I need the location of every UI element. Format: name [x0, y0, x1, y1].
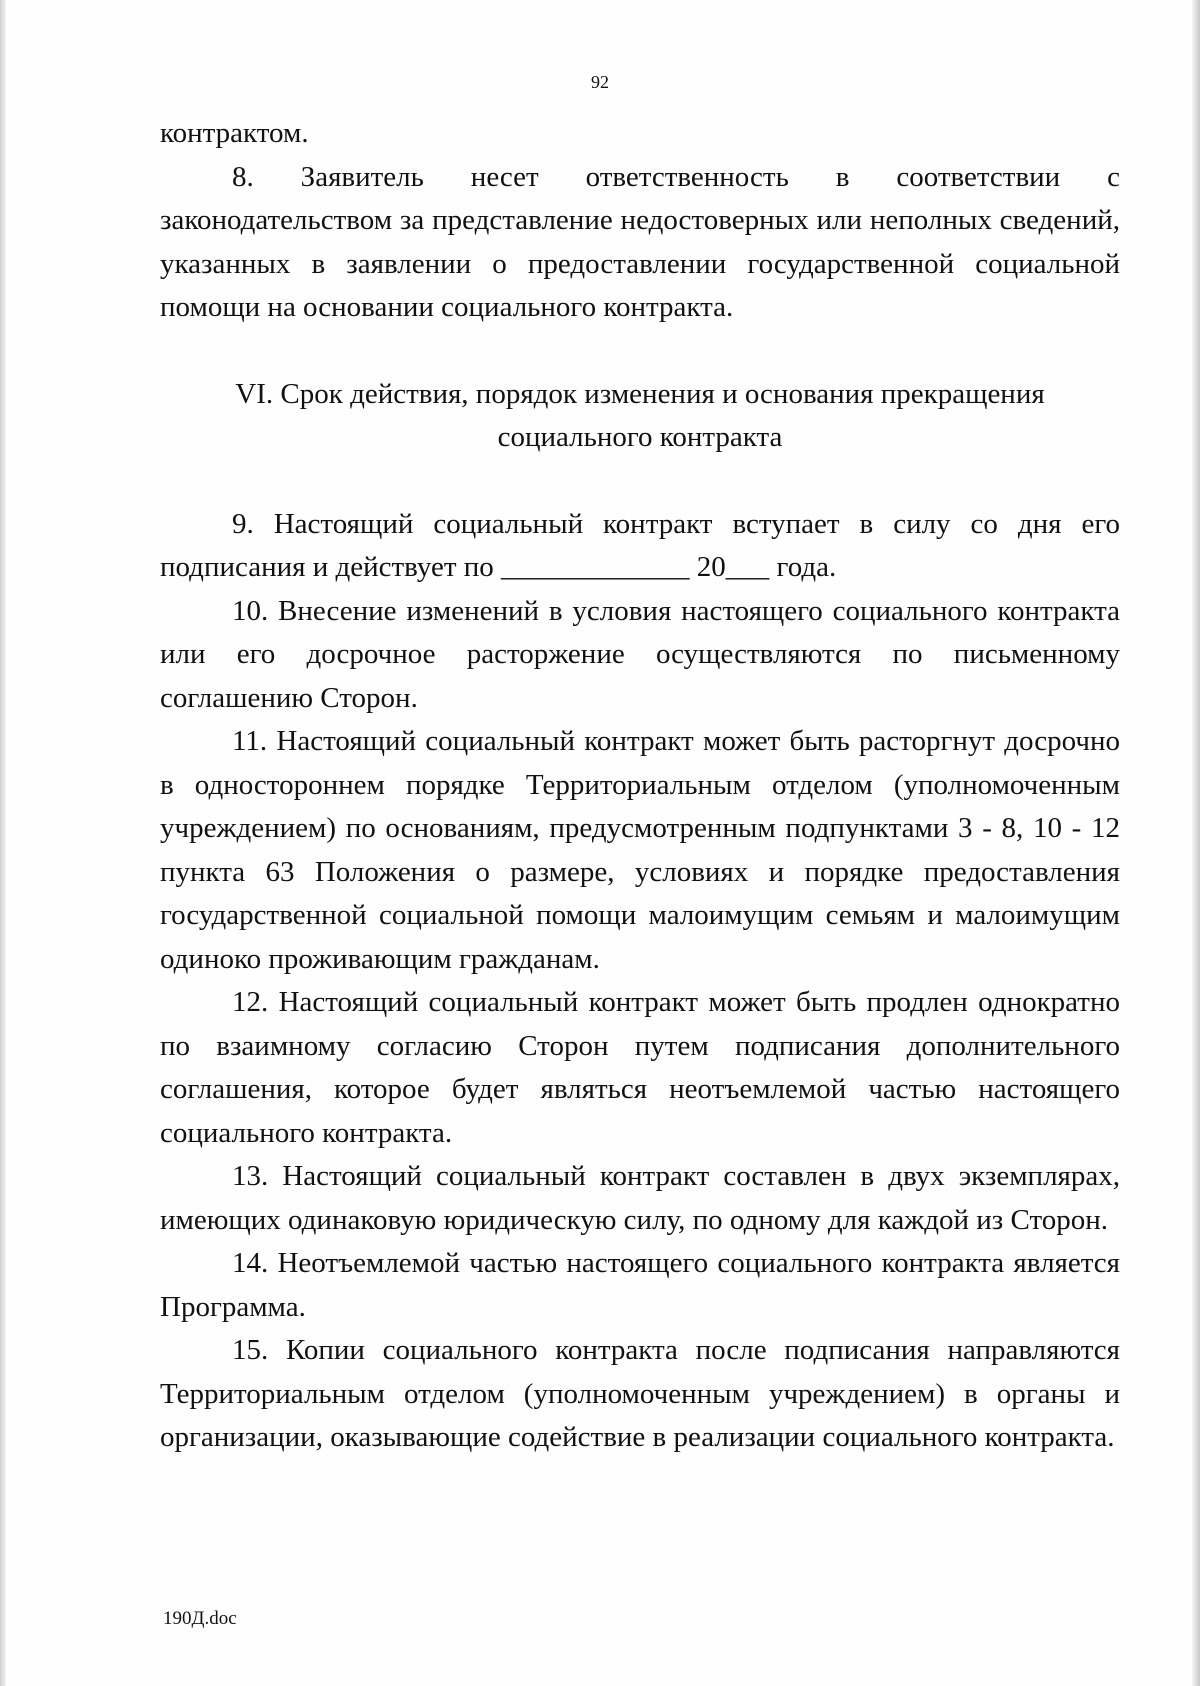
section-heading — [160, 373, 1120, 460]
page-number: 92 — [591, 72, 609, 92]
paragraph-8: 8. Заявитель несет ответственность в соответствии с законодательством за представление недостоверных или неполных сведений, указанных в заявлении о предоставлении государственной социальной помощи на основании социального контракта. — [160, 160, 1120, 323]
paragraph-continuation: контрактом. — [160, 117, 309, 149]
scan-edge-right — [1192, 0, 1200, 1686]
paragraph-11: 11. Настоящий социальный контракт может быть расторгнут досрочно в одностороннем порядке Территориальным отделом (уполномоченным учреждением) по основаниям, предусмотренным подпунктами 3 - 8, 10 - 12 пункта 63 Положения о размере, условиях и порядке предоставления государственной социальной помощи малоимущим семьям и малоимущим одиноко проживающим гражданам. — [160, 725, 1120, 975]
file-name-footer: 190Д.doc — [163, 1608, 237, 1629]
paragraph-10: 10. Внесение изменений в условия настоящего социального контракта или его досрочное расторжение осуществляются по письменному соглашению Сторон. — [160, 594, 1120, 714]
paragraph-15: 15. Копии социального контракта после подписания направляются Территориальным отделом (уполномоченным учреждением) в органы и организации, оказывающие содействие в реализации социального контракта. — [160, 1334, 1120, 1453]
paragraph-12: 12. Настоящий социальный контракт может быть продлен однократно по взаимному согласию Сторон путем подписания дополнительного соглашения, которое будет являться неотъемлемой частью настоящего социального контракта. — [160, 986, 1120, 1149]
scan-edge-left — [0, 0, 6, 1686]
paragraph-14: 14. Неотъемлемой частью настоящего социального контракта является Программа. — [160, 1247, 1120, 1323]
section-heading-line-1: VI. Срок действия, порядок изменения и основания прекращения — [235, 377, 1045, 410]
section-heading-line-2: социального контракта — [497, 421, 783, 453]
document-body — [160, 112, 1120, 1460]
paragraph-9: 9. Настоящий социальный контракт вступает в силу со дня его подписания и действует по _____________ 20___ года. — [160, 507, 1120, 583]
paragraph-13: 13. Настоящий социальный контракт составлен в двух экземплярах, имеющих одинаковую юридическую силу, по одному для каждой из Сторон. — [160, 1160, 1120, 1236]
